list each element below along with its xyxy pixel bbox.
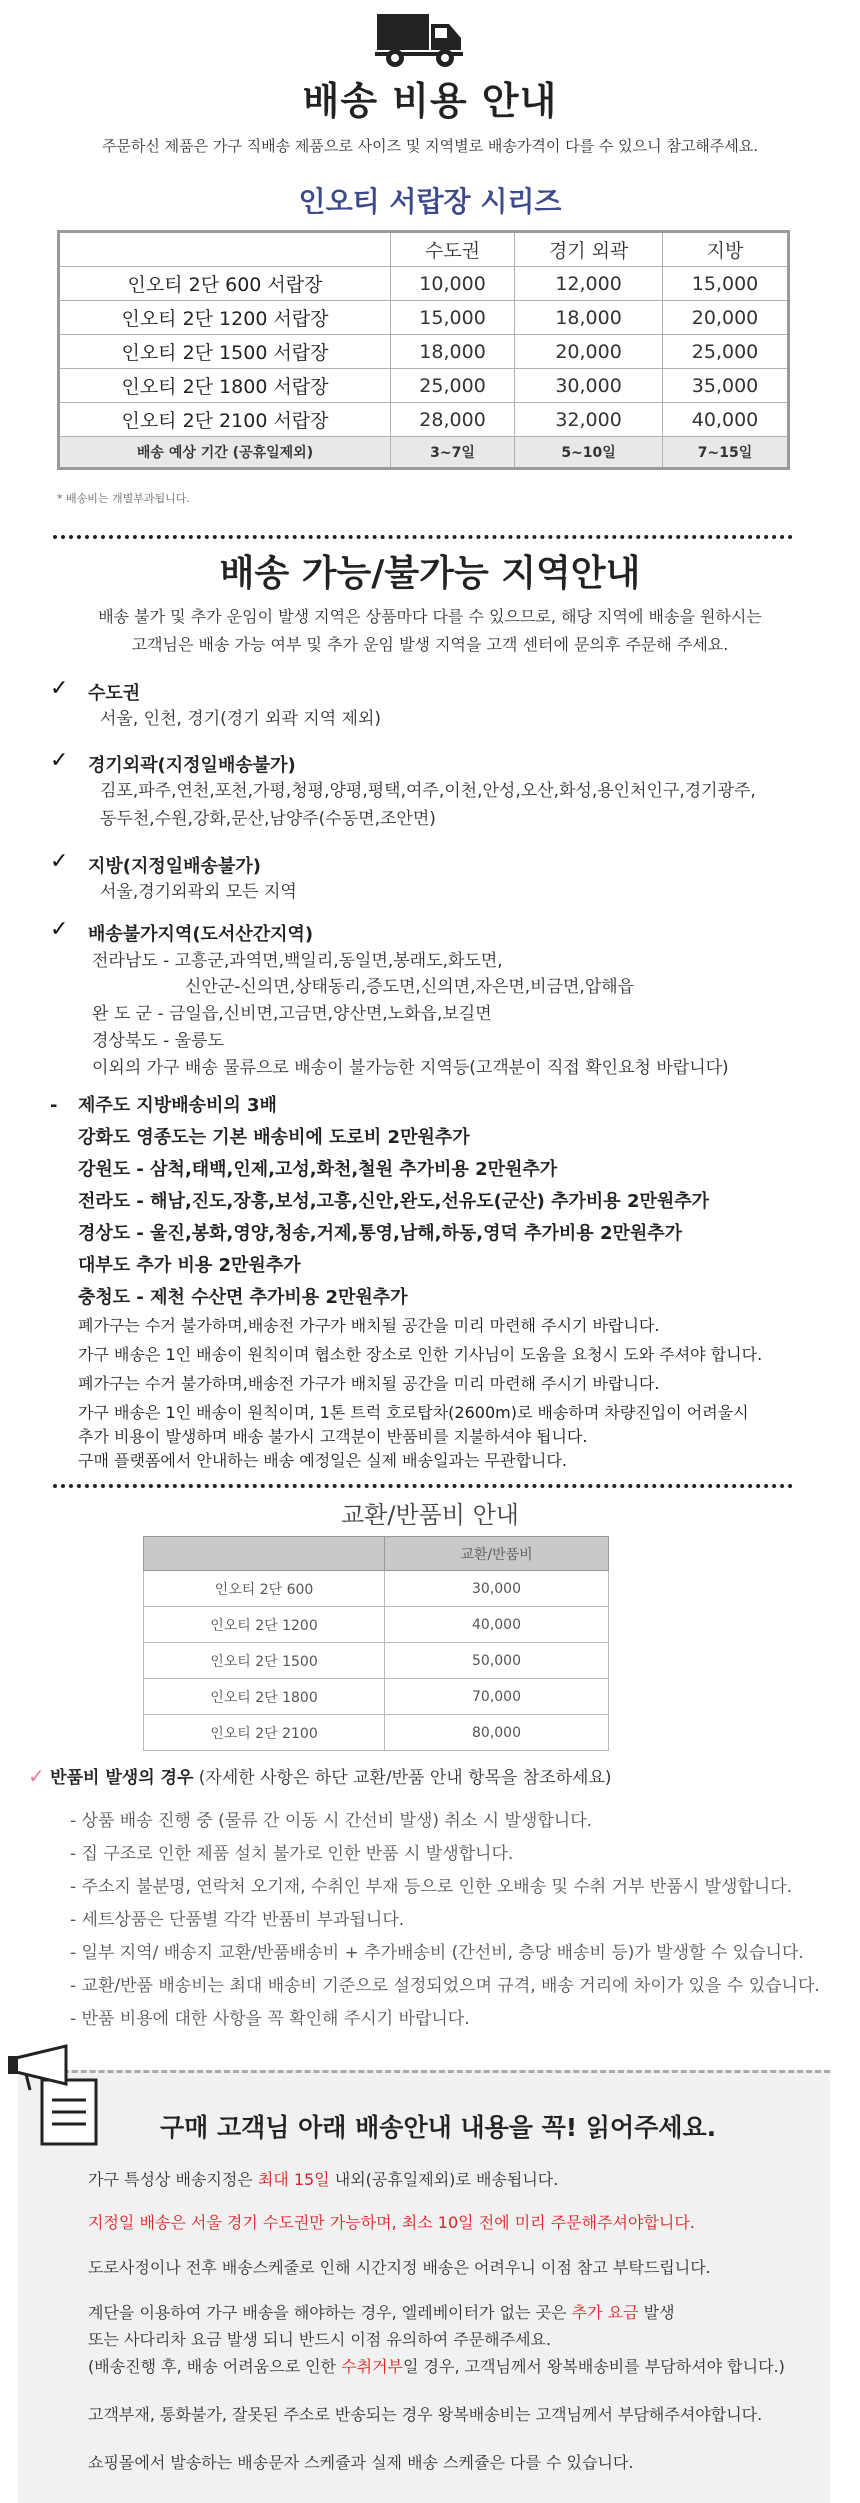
section-text: 동두천,수원,강화,문산,남양주(수동면,조안면) [100,809,436,829]
area-desc-line: 고객님은 배송 가능 여부 및 추가 운임 발생 지역을 고객 센터에 문의후 주문해 주세요. [131,635,729,654]
fee-cell: 70,000 [385,1679,609,1715]
notice-line: 폐가구는 수거 불가하며,배송전 가구가 배치될 공간을 미리 마련해 주시기 바랍니다. [78,1374,660,1393]
product-name: 인오티 2단 2100 [144,1715,385,1751]
section-title-capital: 수도권 [88,683,141,704]
table-header-row [144,1537,609,1571]
product-name: 인오티 2단 600 서랍장 [59,267,391,301]
check-icon: ✓ [50,849,69,874]
series-title: 인오티 서랍장 시리즈 [298,185,562,218]
shipping-price-table [57,230,790,470]
price-cell: 20,000 [663,301,789,335]
notice-box-line: 가구 특성상 배송지정은 최대 15일 내외(공휴일제외)로 배송됩니다. [88,2170,559,2189]
return-fee-item: - 주소지 불분명, 연락처 오기재, 수취인 부재 등으로 인한 오배송 및 수취 거부 반품시 발생합니다. [70,1877,793,1897]
return-fee-title: 반품비 발생의 경우 [50,1768,194,1788]
period-cell: 5~10일 [515,437,663,469]
price-cell: 18,000 [391,335,515,369]
notice-line: 가구 배송은 1인 배송이 원칙이며 협소한 장소로 인한 기사님이 도움을 요청시 도와 주셔야 합니다. [78,1345,763,1364]
notice-box-line: 쇼핑몰에서 발송하는 배송문자 스케쥴과 실제 배송 스케쥴은 다를 수 있습니다. [88,2453,634,2472]
notice-box-line-warning: 지정일 배송은 서울 경기 수도권만 가능하며, 최소 10일 전에 미리 주문해주셔야합니다. [88,2213,695,2232]
price-cell: 28,000 [391,403,515,437]
notice-box-line: 고객부재, 통화불가, 잘못된 주소로 반송되는 경우 왕복배송비는 고객님께서 부담해주셔야합니다. [88,2405,763,2424]
notice-line: 구매 플랫폼에서 안내하는 배송 예정일은 실제 배송일과는 무관합니다. [78,1451,567,1470]
return-fee-table [143,1536,609,1751]
return-fee-item: - 상품 배송 진행 중 (물류 간 이동 시 간선비 발생) 취소 시 발생합니다. [70,1811,593,1831]
return-fee-subtitle: (자세한 사항은 하단 교환/반품 안내 항목을 참조하세요) [193,1768,612,1788]
extra-charge-line: 강화도 영종도는 기본 배송비에 도로비 2만원추가 [78,1127,470,1148]
jeju-title: 제주도 지방배송비의 3배 [78,1095,277,1116]
table-header-cell [59,232,391,267]
intro-text: 주문하신 제품은 가구 직배송 제품으로 사이즈 및 지역별로 배송가격이 다를 수 있으니 참고해주세요. [101,137,759,155]
product-name: 인오티 2단 1800 [144,1679,385,1715]
table-row [59,267,789,301]
table-row [144,1715,609,1751]
table-row [144,1643,609,1679]
price-cell: 12,000 [515,267,663,301]
notice-line: 가구 배송은 1인 배송이 원칙이며, 1톤 트럭 호로탑차(2600m)로 배송하며 차량진입이 어려울시 [78,1403,749,1422]
extra-charge-line: 강원도 - 삼척,태백,인제,고성,화천,철원 추가비용 2만원추가 [78,1159,558,1180]
product-name: 인오티 2단 1500 [144,1643,385,1679]
price-cell: 25,000 [663,335,789,369]
dotted-divider [53,535,793,539]
table-row [59,403,789,437]
return-fee-item: - 세트상품은 단품별 각각 반품비 부과됩니다. [70,1910,405,1930]
product-name: 인오티 2단 1500 서랍장 [59,335,391,369]
section-title-unavailable: 배송불가지역(도서산간지역) [88,924,314,945]
return-fee-heading [28,1763,612,1788]
price-cell: 40,000 [663,403,789,437]
table-header-cell: 수도권 [391,232,515,267]
area-title: 배송 가능/불가능 지역안내 [219,553,641,594]
table-header-row [59,232,789,267]
table-row [59,335,789,369]
table-row [144,1607,609,1643]
area-desc-line: 배송 불가 및 추가 운임이 발생 지역은 상품마다 다를 수 있으므로, 해당 지역에 배송을 원하시는 [98,607,762,626]
page-title: 배송 비용 안내 [302,79,558,123]
extra-charge-line: 충청도 - 제천 수산면 추가비용 2만원추가 [78,1287,408,1308]
fee-cell: 40,000 [385,1607,609,1643]
product-name: 인오티 2단 600 [144,1571,385,1607]
check-icon: ✓ [50,748,69,773]
check-icon: ✓ [50,676,69,701]
notice-box-line: 또는 사다리차 요금 발생 되니 반드시 이점 유의하여 주문해주세요. [88,2330,552,2349]
table-header-cell: 교환/반품비 [385,1537,609,1571]
section-text: 전라남도 - 고흥군,과역면,백일리,동일면,봉래도,화도면, [92,951,503,971]
product-name: 인오티 2단 2100 서랍장 [59,403,391,437]
section-text: 완 도 군 - 금일읍,신비면,고금면,양산면,노화읍,보길면 [92,1004,492,1024]
price-cell: 10,000 [391,267,515,301]
product-name: 인오티 2단 1200 [144,1607,385,1643]
section-title-outer: 경기외곽(지정일배송불가) [88,755,296,776]
price-cell: 30,000 [515,369,663,403]
price-cell: 15,000 [663,267,789,301]
price-cell: 35,000 [663,369,789,403]
fee-cell: 50,000 [385,1643,609,1679]
extra-charge-line: 전라도 - 해남,진도,장흥,보성,고흥,신안,완도,선유도(군산) 추가비용 2만원추가 [78,1191,710,1212]
section-title-local: 지방(지정일배송불가) [88,856,261,877]
period-cell: 3~7일 [391,437,515,469]
product-name: 인오티 2단 1800 서랍장 [59,369,391,403]
notice-box-line: (배송진행 후, 배송 어려움으로 인한 수취거부일 경우, 고객님께서 왕복배송비를 부담하셔야 합니다.) [88,2357,785,2376]
return-fee-item: - 일부 지역/ 배송지 교환/반품배송비 + 추가배송비 (간선비, 층당 배송비 등)가 발생할 수 있습니다. [70,1943,804,1963]
megaphone-icon [8,2040,118,2150]
product-name: 인오티 2단 1200 서랍장 [59,301,391,335]
table-header-cell: 지방 [663,232,789,267]
check-icon: ✓ [50,917,69,942]
section-text: 서울, 인천, 경기(경기 외곽 지역 제외) [100,709,381,729]
table-header-cell [144,1537,385,1571]
table-row [144,1679,609,1715]
price-cell: 20,000 [515,335,663,369]
period-label: 배송 예상 기간 (공휴일제외) [59,437,391,469]
period-cell: 7~15일 [663,437,789,469]
truck-icon [375,12,465,68]
section-text: 김포,파주,연천,포천,가평,청평,양평,평택,여주,이천,안성,오산,화성,용인처인구,경기광주, [100,781,756,801]
section-text: 경상북도 - 울릉도 [92,1031,224,1051]
notice-box-line: 계단을 이용하여 가구 배송을 해야하는 경우, 엘레베이터가 없는 곳은 추가 요금 발생 [88,2303,675,2322]
return-fee-item: - 집 구조로 인한 제품 설치 불가로 인한 반품 시 발생합니다. [70,1844,514,1864]
return-fee-item: - 반품 비용에 대한 사항을 꼭 확인해 주시기 바랍니다. [70,2009,470,2029]
check-icon: ✓ [28,1764,45,1788]
table-row [59,301,789,335]
table-header-cell: 경기 외곽 [515,232,663,267]
extra-charge-line: 대부도 추가 비용 2만원추가 [78,1255,301,1276]
fee-cell: 80,000 [385,1715,609,1751]
fee-cell: 30,000 [385,1571,609,1607]
price-note: * 배송비는 개별부과됩니다. [57,492,190,505]
notice-box-title: 구매 고객님 아래 배송안내 내용을 꼭! 읽어주세요. [160,2113,717,2142]
price-cell: 32,000 [515,403,663,437]
table-row [144,1571,609,1607]
section-text: 신안군-신의면,상태동리,증도면,신의면,자은면,비금면,압해읍 [185,977,635,997]
section-text: 서울,경기외곽외 모든 지역 [100,882,297,902]
price-cell: 25,000 [391,369,515,403]
notice-line: 폐가구는 수거 불가하며,배송전 가구가 배치될 공간을 미리 마련해 주시기 바랍니다. [78,1316,660,1335]
section-text: 이외의 가구 배송 물류으로 배송이 불가능한 지역등(고객분이 직접 확인요청 바랍니다) [92,1058,729,1078]
return-fee-item: - 교환/반품 배송비는 최대 배송비 기준으로 설정되었으며 규격, 배송 거리에 차이가 있을 수 있습니다. [70,1976,820,1996]
table-row [59,369,789,403]
dash-mark: - [50,1095,58,1116]
notice-box-line: 도로사정이나 전후 배송스케줄로 인해 시간지정 배송은 어려우니 이점 참고 부탁드립니다. [88,2258,711,2277]
delivery-period-row [59,437,789,469]
notice-line: 추가 비용이 발생하며 배송 불가시 고객분이 반품비를 지불하셔야 됩니다. [78,1427,588,1446]
price-cell: 15,000 [391,301,515,335]
return-table-title: 교환/반품비 안내 [340,1501,519,1529]
dotted-divider [53,1484,793,1488]
extra-charge-line: 경상도 - 울진,봉화,영양,청송,거제,통영,남해,하동,영덕 추가비용 2만원추가 [78,1223,683,1244]
price-cell: 18,000 [515,301,663,335]
